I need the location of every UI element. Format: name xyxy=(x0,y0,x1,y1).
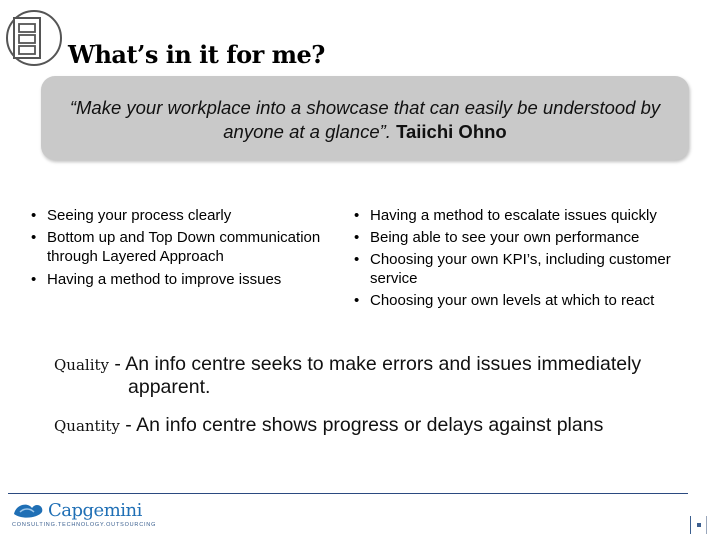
brand-tagline: CONSULTING.TECHNOLOGY.OUTSOURCING xyxy=(12,522,157,528)
quality-dash: - xyxy=(109,353,126,375)
list-item: • Having a method to escalate issues quickly xyxy=(352,206,718,225)
quantity-label: Quantity xyxy=(54,417,120,435)
quote-body: “Make your workplace into a showcase that can easily be understood by anyone at a glance”. xyxy=(69,97,661,142)
footer-divider xyxy=(8,493,688,494)
footer-bar-left xyxy=(690,516,691,534)
quantity-dash: - xyxy=(119,414,137,436)
quote-box xyxy=(41,76,689,160)
quality-text-line2: apparent. xyxy=(128,376,211,398)
footer-marker xyxy=(697,523,701,527)
right-bullet-list xyxy=(352,206,718,313)
list-item: • Choosing your own KPI’s, including customer service xyxy=(352,250,718,288)
quality-label: Quality xyxy=(54,356,109,374)
list-item: • Bottom up and Top Down communication through Layered Approach xyxy=(29,228,329,266)
quantity-text: An info centre shows progress or delays against plans xyxy=(136,414,604,436)
footer-bar-right xyxy=(706,516,707,534)
slide-title: What’s in it for me? xyxy=(68,40,325,69)
list-item: • Having a method to improve issues xyxy=(29,270,329,289)
document-icon xyxy=(4,8,64,68)
list-item: • Being able to see your own performance xyxy=(352,228,718,247)
list-item: • Choosing your own levels at which to react xyxy=(352,291,718,310)
quote-author: Taiichi Ohno xyxy=(396,121,507,142)
list-item: • Seeing your process clearly xyxy=(29,206,329,225)
quality-text-line1: An info centre seeks to make errors and issues immediately xyxy=(125,353,642,375)
brand-name: Capgemini xyxy=(48,500,142,521)
spade-icon xyxy=(10,500,46,522)
left-bullet-list xyxy=(29,206,329,292)
quantity-statement xyxy=(54,414,603,437)
quality-statement xyxy=(54,353,694,398)
quote-text xyxy=(41,96,689,144)
capgemini-logo xyxy=(10,500,157,532)
